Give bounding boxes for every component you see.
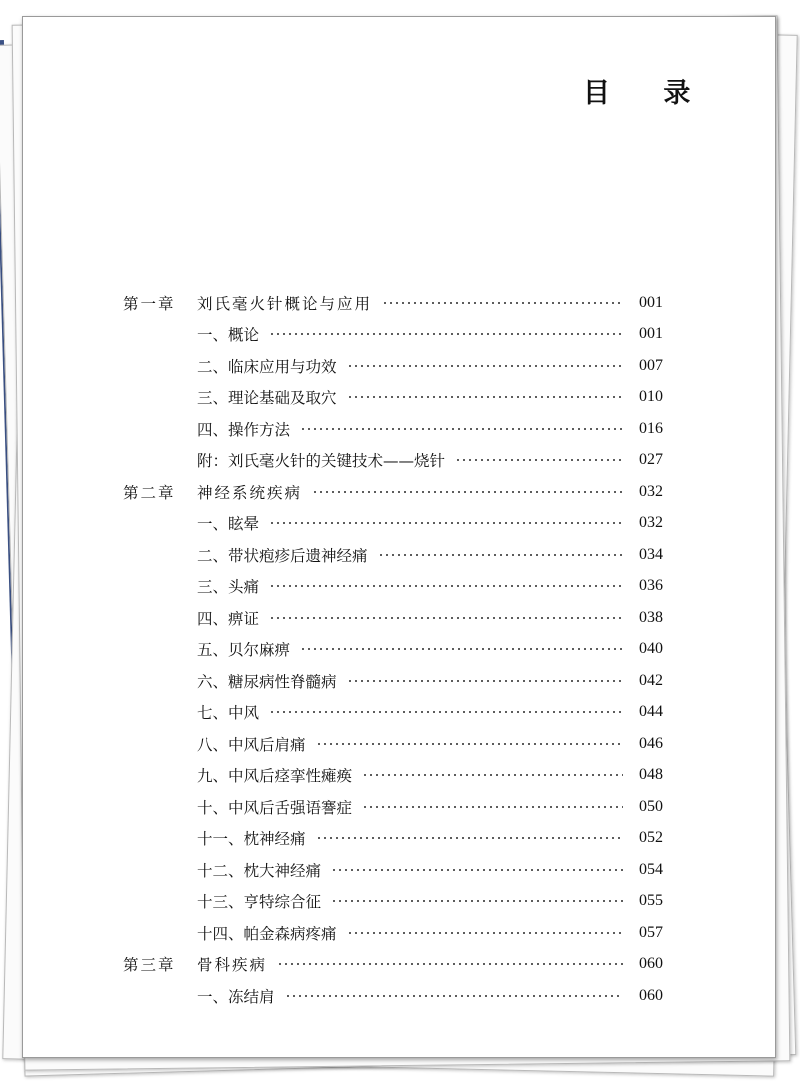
toc-section-row[interactable]	[123, 665, 663, 697]
toc-page-number: 001	[639, 325, 663, 343]
dot-leader	[312, 491, 623, 493]
toc-entry-title: 九、中风后痉挛性瘫痪	[197, 767, 353, 786]
toc-entry-title: 四、操作方法	[197, 420, 291, 439]
toc-page-number: 060	[639, 986, 663, 1004]
toc-section-row[interactable]	[123, 980, 663, 1012]
toc-list	[123, 287, 663, 1012]
toc-entry-title: 一、冻结肩	[197, 987, 275, 1006]
dot-leader	[382, 302, 623, 304]
toc-entry-title: 附：刘氏毫火针的关键技术——烧针	[197, 452, 446, 471]
toc-section-row[interactable]	[123, 508, 663, 540]
toc-section-row[interactable]	[123, 791, 663, 823]
toc-section-row[interactable]	[123, 539, 663, 571]
toc-page-number: 032	[639, 514, 663, 532]
toc-entry-title: 四、痹证	[197, 609, 260, 628]
toc-entry-title: 七、中风	[197, 704, 260, 723]
dot-leader	[300, 428, 623, 430]
toc-section-row[interactable]	[123, 760, 663, 792]
toc-page-number: 036	[639, 577, 663, 595]
dot-leader	[347, 680, 623, 682]
dot-leader	[455, 459, 623, 461]
dot-leader	[269, 333, 623, 335]
toc-entry-title: 十三、亨特综合征	[197, 893, 322, 912]
toc-section-row[interactable]	[123, 445, 663, 477]
toc-page	[22, 16, 776, 1058]
dot-leader	[378, 554, 623, 556]
toc-page-number: 034	[639, 545, 663, 563]
toc-entry-title: 二、带状疱疹后遗神经痛	[197, 546, 368, 565]
page-title: 目 录	[583, 78, 713, 109]
toc-page-number: 048	[639, 766, 663, 784]
dot-leader	[331, 869, 623, 871]
toc-chapter-row[interactable]	[123, 287, 663, 319]
toc-page-number: 054	[639, 860, 663, 878]
toc-page-number: 001	[639, 293, 663, 311]
toc-page-number: 050	[639, 797, 663, 815]
toc-page-number: 057	[639, 923, 663, 941]
dot-leader	[285, 995, 623, 997]
toc-section-row[interactable]	[123, 886, 663, 918]
toc-page-number: 040	[639, 640, 663, 658]
toc-chapter-row[interactable]	[123, 476, 663, 508]
toc-section-row[interactable]	[123, 350, 663, 382]
toc-entry-title: 二、临床应用与功效	[197, 357, 337, 376]
toc-entry-title: 骨科疾病	[197, 956, 268, 975]
chapter-number: 第三章	[123, 956, 176, 975]
dot-leader	[316, 743, 623, 745]
dot-leader	[362, 774, 623, 776]
toc-page-number: 060	[639, 955, 663, 973]
toc-section-row[interactable]	[123, 697, 663, 729]
toc-entry-title: 五、贝尔麻痹	[197, 641, 291, 660]
toc-entry-title: 十一、枕神经痛	[197, 830, 306, 849]
toc-page-number: 016	[639, 419, 663, 437]
toc-section-row[interactable]	[123, 571, 663, 603]
toc-page-number: 007	[639, 356, 663, 374]
toc-page-number: 052	[639, 829, 663, 847]
toc-section-row[interactable]	[123, 728, 663, 760]
toc-page-number: 038	[639, 608, 663, 626]
dot-leader	[269, 585, 623, 587]
toc-section-row[interactable]	[123, 634, 663, 666]
toc-page-number: 055	[639, 892, 663, 910]
dot-leader	[300, 648, 623, 650]
toc-section-row[interactable]	[123, 823, 663, 855]
toc-entry-title: 十二、枕大神经痛	[197, 861, 322, 880]
dot-leader	[269, 617, 623, 619]
dot-leader	[277, 963, 623, 965]
chapter-number: 第一章	[123, 294, 176, 313]
dot-leader	[347, 396, 623, 398]
dot-leader	[347, 365, 623, 367]
toc-page-number: 046	[639, 734, 663, 752]
toc-section-row[interactable]	[123, 917, 663, 949]
toc-chapter-row[interactable]	[123, 949, 663, 981]
toc-section-row[interactable]	[123, 319, 663, 351]
toc-page-number: 010	[639, 388, 663, 406]
toc-entry-title: 神经系统疾病	[197, 483, 303, 502]
dot-leader	[362, 806, 623, 808]
toc-entry-title: 三、头痛	[197, 578, 260, 597]
toc-section-row[interactable]	[123, 413, 663, 445]
toc-entry-title: 刘氏毫火针概论与应用	[197, 294, 373, 313]
dot-leader	[269, 522, 623, 524]
toc-entry-title: 一、眩晕	[197, 515, 260, 534]
toc-page-number: 042	[639, 671, 663, 689]
dot-leader	[269, 711, 623, 713]
toc-entry-title: 三、理论基础及取穴	[197, 389, 337, 408]
toc-entry-title: 八、中风后肩痛	[197, 735, 306, 754]
toc-page-number: 027	[639, 451, 663, 469]
toc-section-row[interactable]	[123, 602, 663, 634]
toc-entry-title: 一、概论	[197, 326, 260, 345]
toc-entry-title: 十、中风后舌强语謇症	[197, 798, 353, 817]
dot-leader	[316, 837, 623, 839]
chapter-number: 第二章	[123, 483, 176, 502]
dot-leader	[347, 932, 623, 934]
toc-entry-title: 六、糖尿病性脊髓病	[197, 672, 337, 691]
dot-leader	[331, 900, 623, 902]
toc-page-number: 044	[639, 703, 663, 721]
toc-entry-title: 十四、帕金森病疼痛	[197, 924, 337, 943]
toc-section-row[interactable]	[123, 854, 663, 886]
toc-section-row[interactable]	[123, 382, 663, 414]
toc-page-number: 032	[639, 482, 663, 500]
